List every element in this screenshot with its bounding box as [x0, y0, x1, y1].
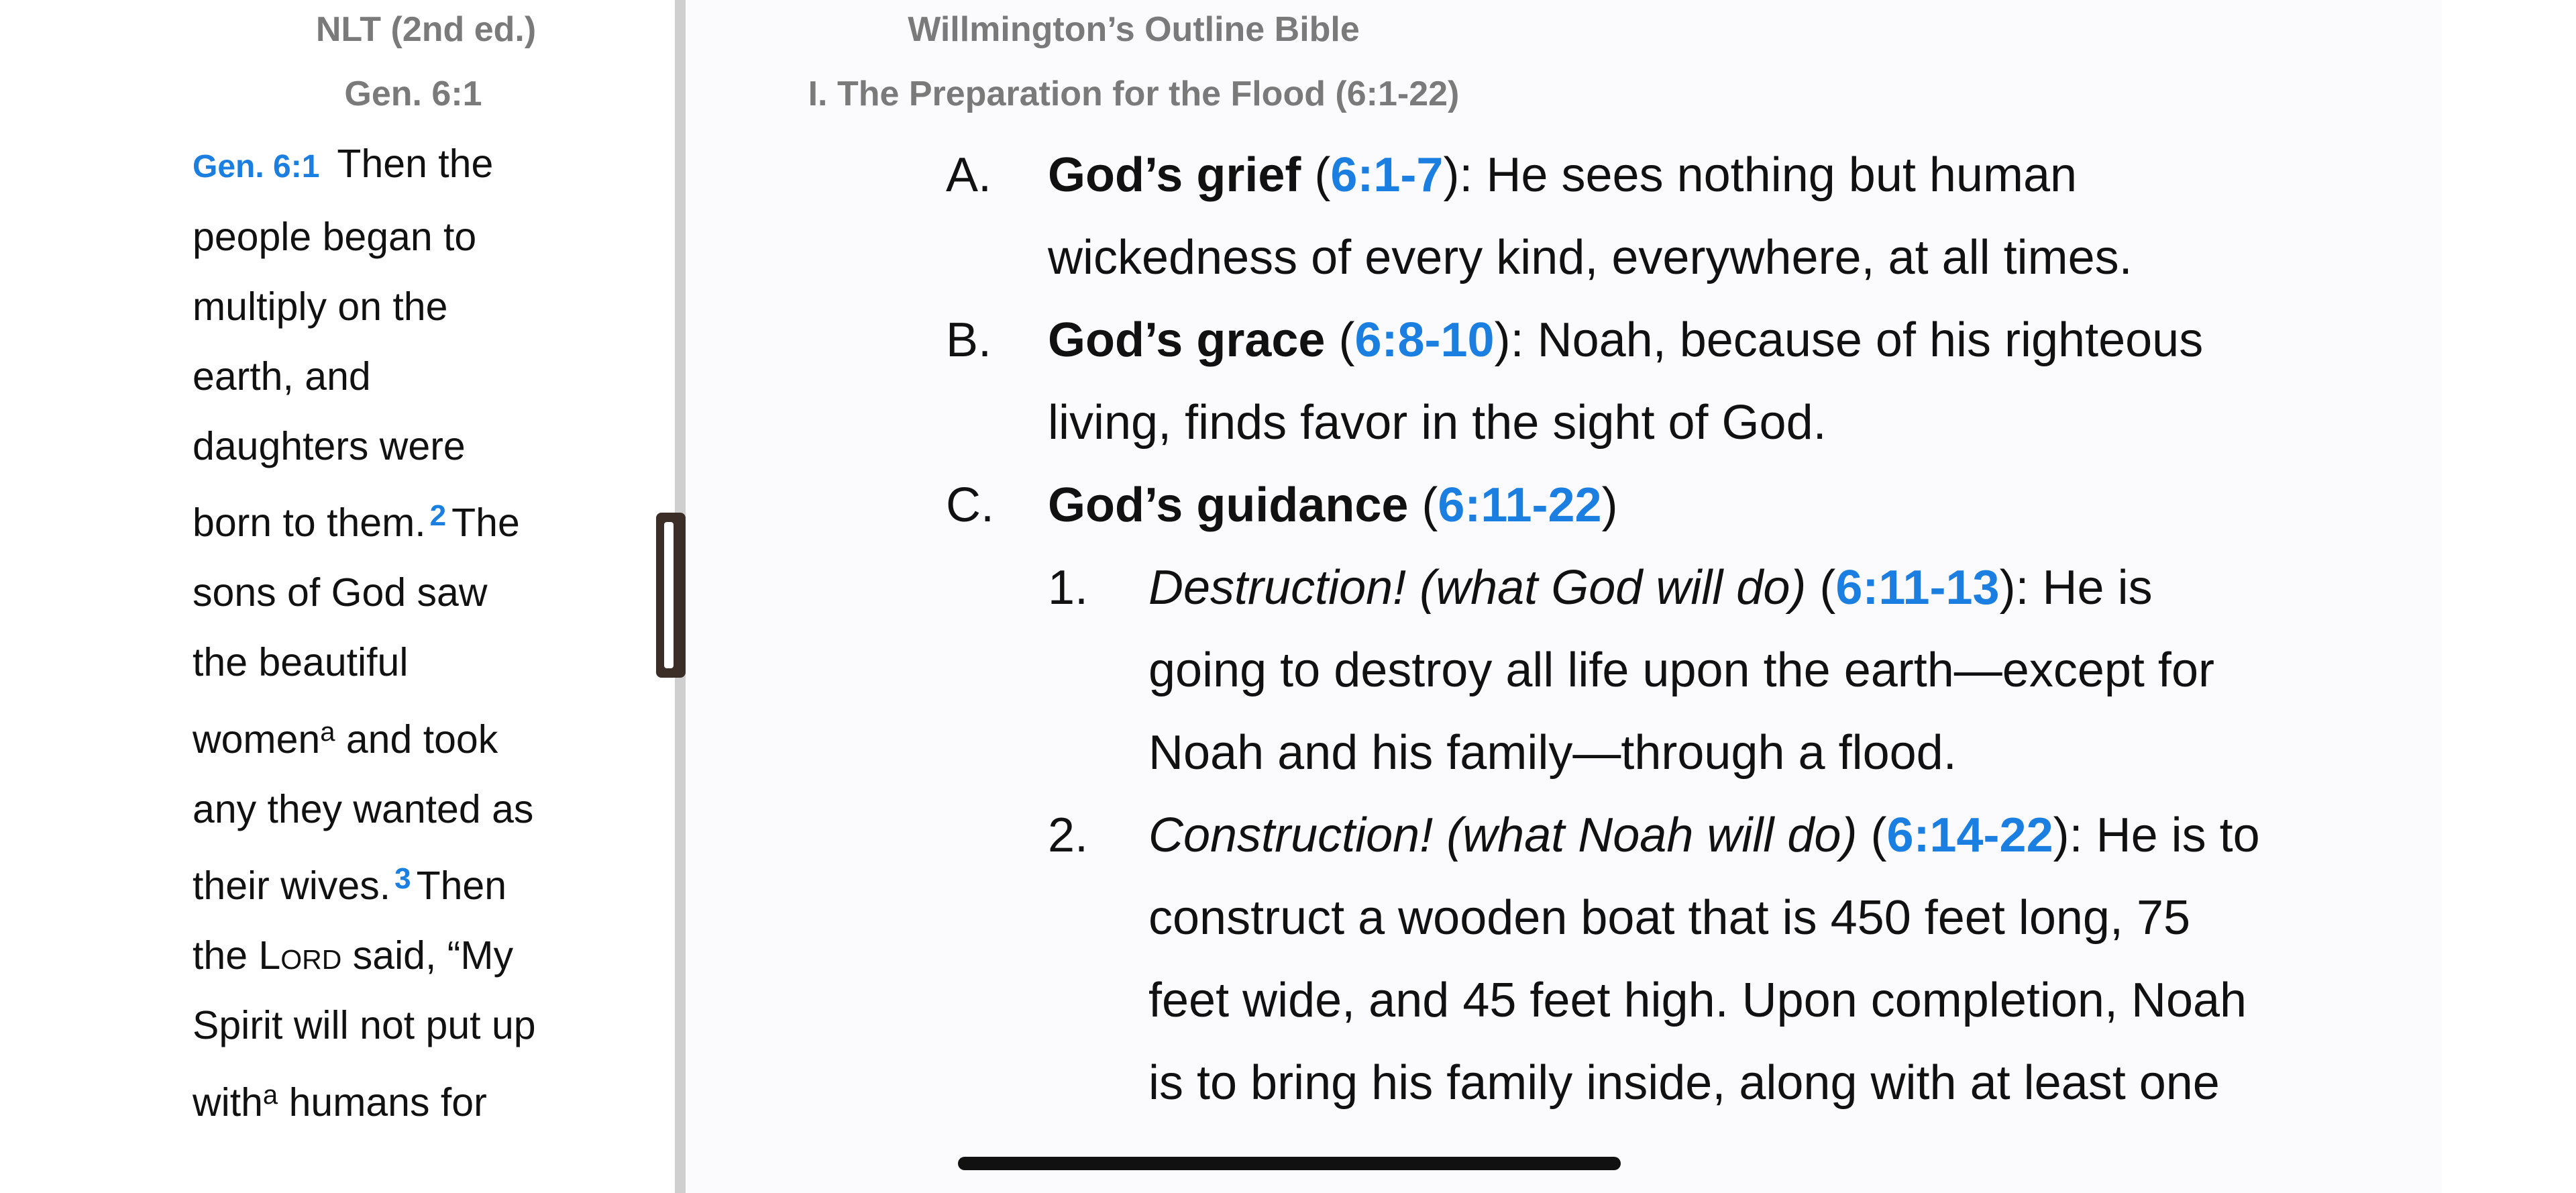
text-line: the beautiful [193, 640, 409, 684]
outline-desc: ): Noah, because of his righteous [1494, 313, 2204, 367]
resource-title[interactable]: Willmington’s Outline Bible [908, 10, 1360, 49]
outline-continuation [686, 877, 2442, 959]
verse-text: The [451, 501, 520, 545]
text-line: earth, and [193, 354, 371, 399]
outline-continuation [686, 712, 2442, 794]
outline-text: Destruction! (what God will do) (6:11-13): He is [1148, 561, 2153, 615]
footnote-marker[interactable]: a [262, 1080, 278, 1110]
outline-marker: 2. [1048, 809, 1089, 862]
verse-text: with [193, 1080, 263, 1125]
outline-desc: feet wide, and 45 feet high. Upon completion, Noah [1148, 974, 2247, 1027]
section-heading[interactable]: I. The Preparation for the Flood (6:1-22) [808, 74, 1460, 113]
bible-version-title[interactable]: NLT (2nd ed.) [315, 10, 537, 49]
text-line: daughters were [193, 424, 466, 468]
scripture-link[interactable]: 6:14-22 [1886, 809, 2053, 862]
commentary-pane[interactable] [686, 0, 2442, 1193]
verse-text: born to them. [193, 501, 426, 545]
bible-text-body[interactable] [193, 129, 608, 1129]
outline-body[interactable] [686, 134, 2442, 1127]
outline-heading: God’s grief [1048, 148, 1301, 202]
outline-desc: ) [1601, 478, 1618, 532]
handle-grip-icon [664, 522, 674, 668]
footnote-marker[interactable]: a [320, 717, 335, 747]
outline-item [686, 134, 2442, 217]
outline-subheading: Construction! (what Noah will do) [1148, 809, 1858, 862]
verse-text: said, “My [352, 933, 514, 978]
outline-text: God’s guidance (6:11-22) [1048, 478, 1618, 532]
text-line [193, 129, 608, 202]
outline-continuation [686, 382, 2442, 464]
scripture-link[interactable]: 6:8-10 [1354, 313, 1495, 367]
outline-heading: God’s grace [1048, 313, 1326, 367]
split-view-handle[interactable] [656, 513, 686, 678]
divine-name: Lord [258, 933, 342, 978]
outline-item [686, 464, 2442, 547]
text-line [193, 844, 608, 921]
outline-desc: is to bring his family inside, along with at least one [1148, 1056, 2220, 1110]
outline-desc: living, finds favor in the sight of God. [1048, 396, 1827, 450]
bible-text-pane[interactable] [0, 0, 676, 1193]
scripture-link[interactable]: 6:11-22 [1438, 478, 1602, 532]
text-line [193, 481, 608, 558]
text-line [193, 1060, 608, 1129]
text-line: people began to [193, 215, 477, 259]
outline-desc: ): He sees nothing but human [1443, 148, 2078, 202]
verse-text: Then [416, 864, 507, 908]
home-indicator[interactable] [958, 1157, 1621, 1170]
outline-marker: C. [946, 478, 994, 532]
outline-continuation [686, 217, 2442, 299]
outline-marker: A. [946, 148, 992, 202]
verse-number[interactable]: 2 [429, 499, 447, 532]
verse-text: and took [345, 717, 498, 762]
scripture-link[interactable]: 6:1-7 [1330, 148, 1444, 202]
verse-text: Then the [337, 142, 494, 186]
verse-text: women [193, 717, 321, 762]
outline-desc: wickedness of every kind, everywhere, at all times. [1048, 231, 2133, 284]
outline-marker: 1. [1048, 561, 1089, 615]
outline-heading: God’s guidance [1048, 478, 1409, 532]
outline-desc: going to destroy all life upon the earth—except for [1148, 643, 2214, 697]
outline-desc: Noah and his family—through a flood. [1148, 726, 1957, 780]
outline-subitem [686, 547, 2442, 629]
text-line: any they wanted as [193, 787, 534, 831]
outline-continuation [686, 629, 2442, 712]
outline-marker: B. [946, 313, 992, 367]
text-line [193, 697, 608, 774]
verse-number[interactable]: 3 [394, 862, 411, 895]
text-line [193, 921, 608, 990]
outline-subitem [686, 794, 2442, 877]
text-line: sons of God saw [193, 570, 488, 615]
outline-text: God’s grace (6:8-10): Noah, because of his righteous [1048, 313, 2204, 367]
scripture-link[interactable]: 6:11-13 [1835, 561, 2000, 615]
outline-text: Construction! (what Noah will do) (6:14-22): He is to [1148, 809, 2260, 862]
outline-desc: construct a wooden boat that is 450 feet long, 75 [1148, 891, 2191, 945]
verse-text: their wives. [193, 864, 391, 908]
bible-location-label[interactable]: Gen. 6:1 [344, 74, 482, 113]
text-line: Spirit will not put up [193, 1003, 536, 1047]
outline-text: God’s grief (6:1-7): He sees nothing but human [1048, 148, 2078, 202]
verse-reference-link[interactable]: Gen. 6:1 [193, 149, 320, 185]
outline-desc: ): He is [1999, 561, 2153, 615]
text-line: multiply on the [193, 284, 448, 329]
outline-item [686, 299, 2442, 382]
outline-subheading: Destruction! (what God will do) [1148, 561, 1807, 615]
outline-desc: ): He is to [2053, 809, 2260, 862]
outline-continuation [686, 1042, 2442, 1125]
verse-text: humans for [288, 1080, 487, 1125]
verse-text: the [193, 933, 259, 978]
outline-continuation [686, 959, 2442, 1042]
